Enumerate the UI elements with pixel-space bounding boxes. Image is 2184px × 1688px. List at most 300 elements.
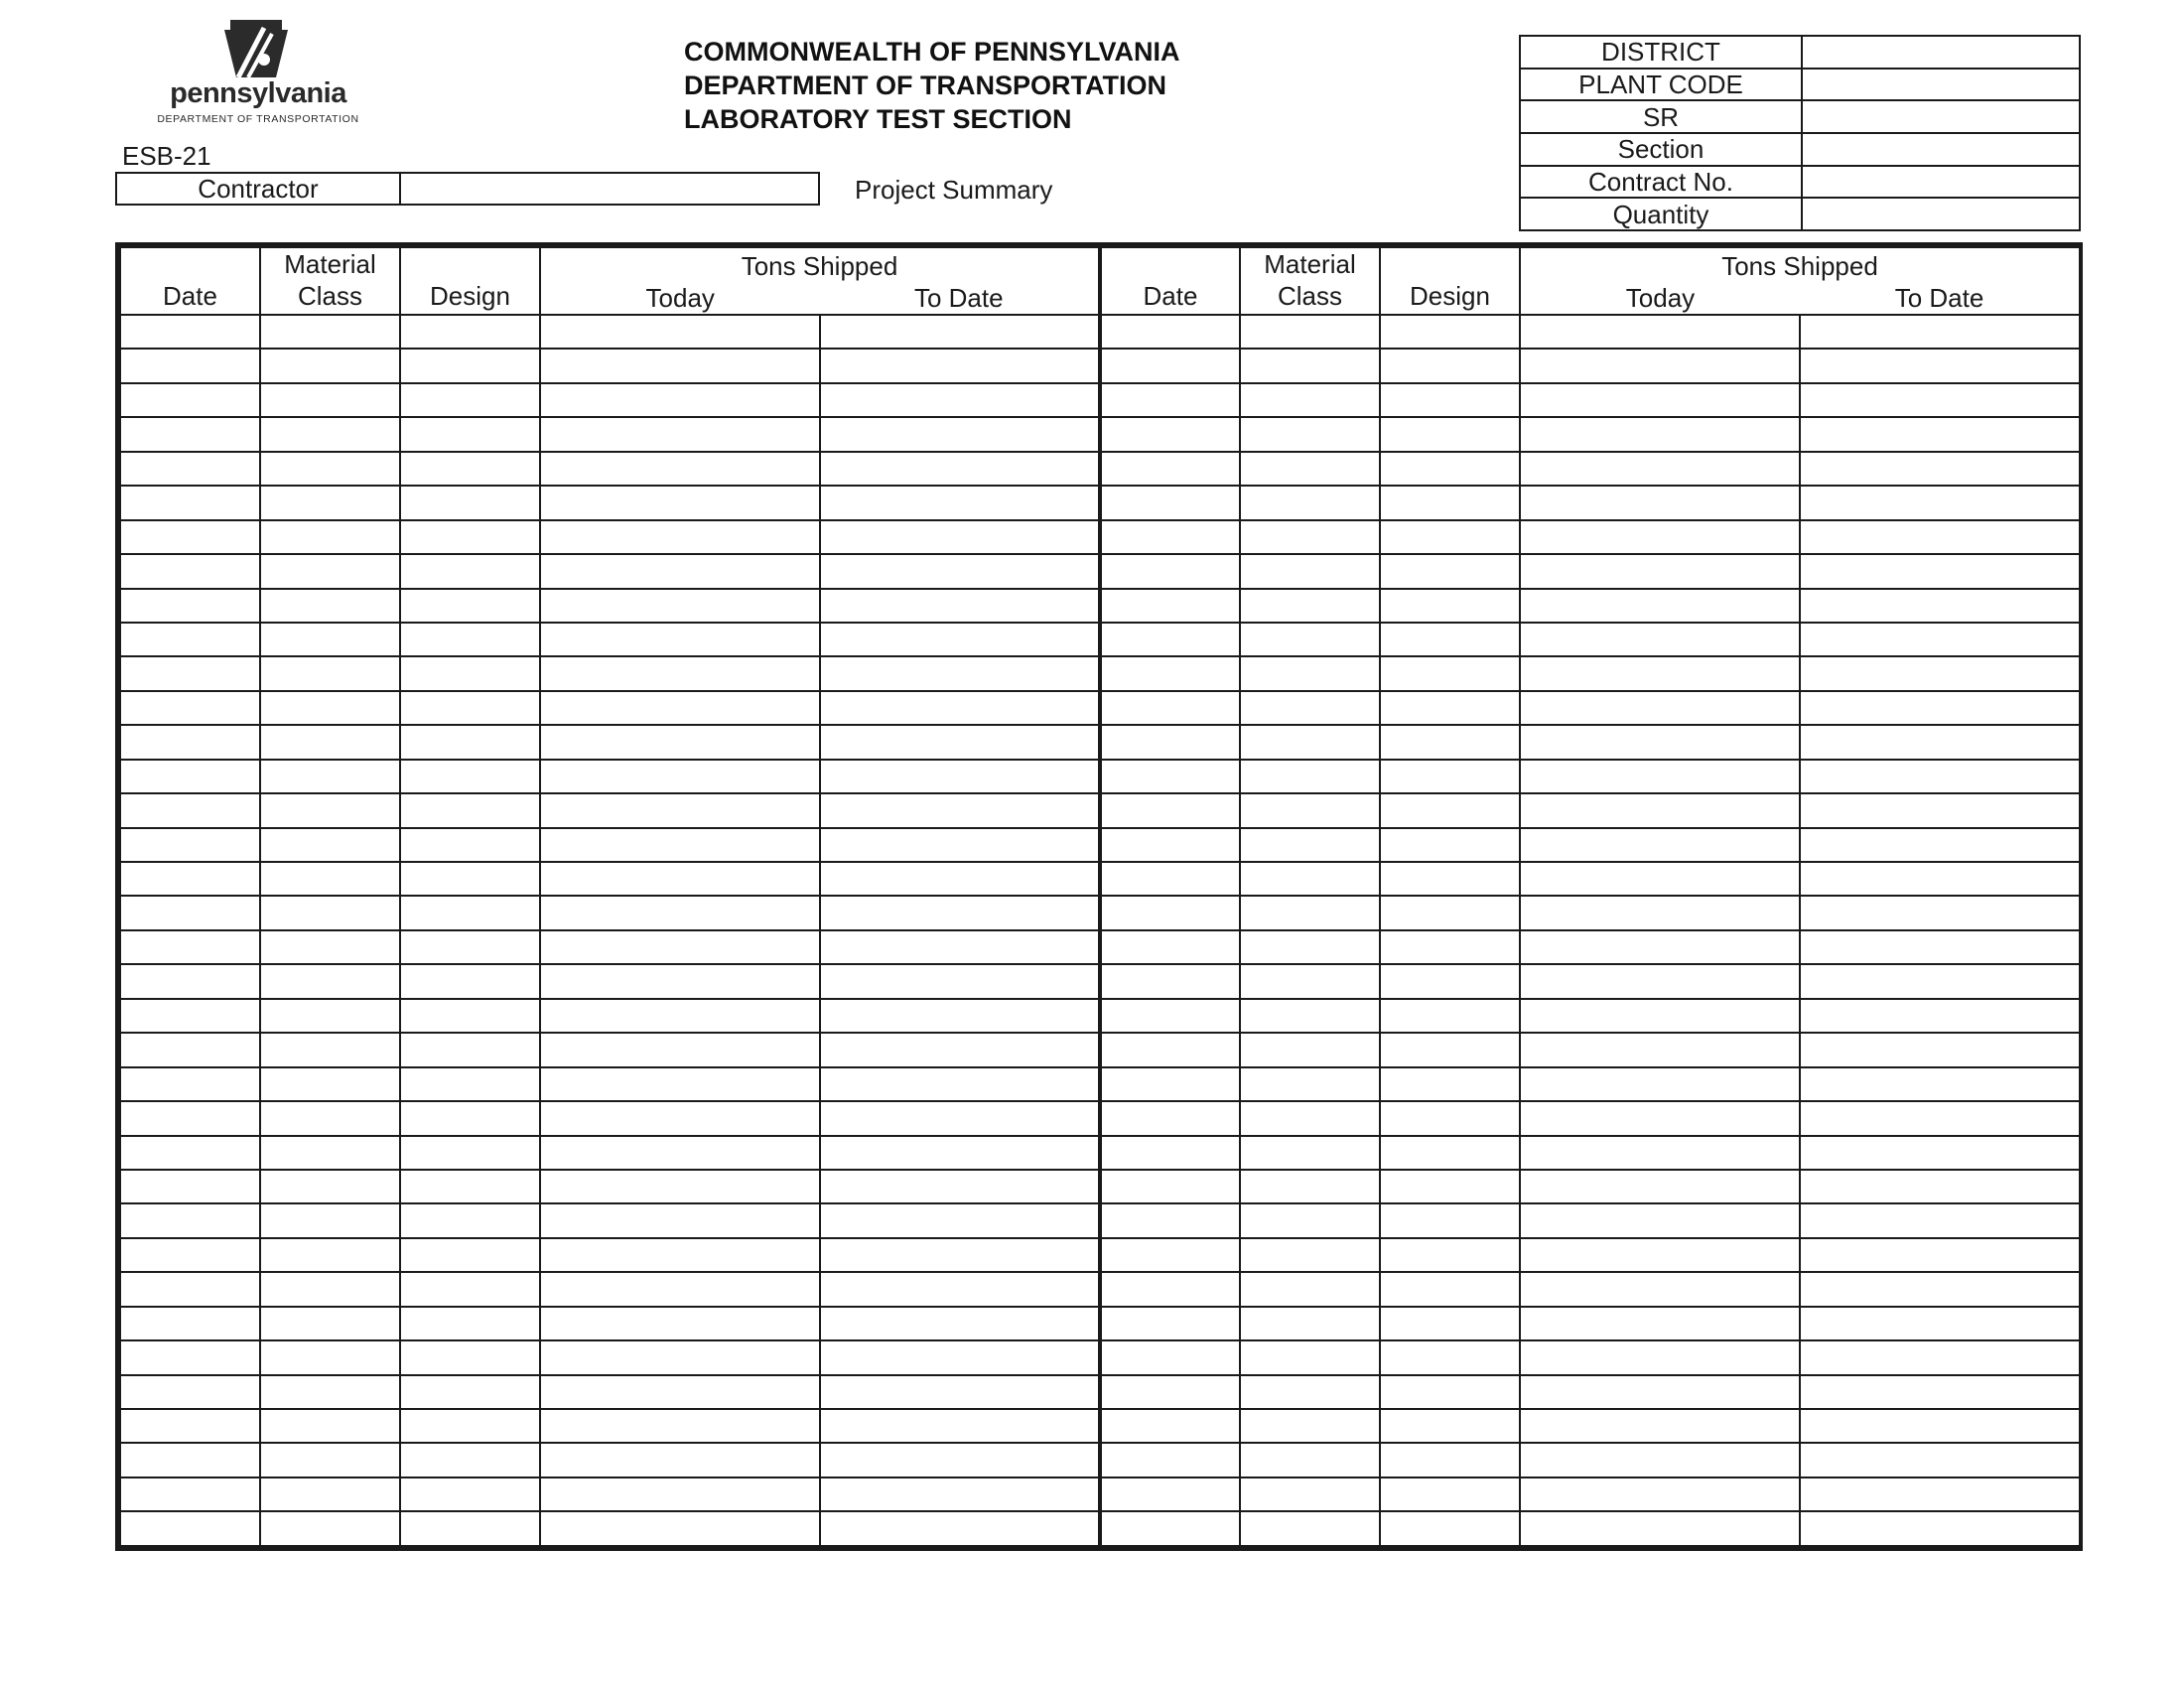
grid-cell[interactable] [820,1136,1100,1170]
grid-cell[interactable] [120,1511,260,1546]
grid-cell[interactable] [260,725,400,759]
grid-cell[interactable] [120,486,260,519]
grid-cell[interactable] [1100,349,1240,382]
grid-cell[interactable] [1520,793,1800,827]
grid-cell[interactable] [1520,1477,1800,1511]
grid-cell[interactable] [1100,725,1240,759]
grid-cell[interactable] [1240,349,1380,382]
grid-cell[interactable] [540,452,820,486]
grid-cell[interactable] [1800,930,2080,964]
grid-cell[interactable] [120,383,260,417]
grid-cell[interactable] [1100,1170,1240,1203]
grid-cell[interactable] [1380,1307,1520,1340]
grid-cell[interactable] [1240,1511,1380,1546]
grid-cell[interactable] [120,691,260,725]
grid-cell[interactable] [1100,1511,1240,1546]
grid-cell[interactable] [820,349,1100,382]
grid-cell[interactable] [1520,520,1800,554]
grid-cell[interactable] [400,793,540,827]
grid-cell[interactable] [1380,1203,1520,1237]
grid-cell[interactable] [1380,964,1520,998]
grid-cell[interactable] [1240,1238,1380,1272]
grid-cell[interactable] [1380,828,1520,862]
grid-cell[interactable] [820,1511,1100,1546]
grid-cell[interactable] [1100,1136,1240,1170]
grid-cell[interactable] [120,589,260,623]
grid-cell[interactable] [260,1307,400,1340]
grid-cell[interactable] [1380,554,1520,588]
grid-cell[interactable] [1520,1033,1800,1066]
grid-cell[interactable] [400,623,540,656]
grid-cell[interactable] [820,1272,1100,1306]
grid-cell[interactable] [1240,1203,1380,1237]
grid-cell[interactable] [1520,1409,1800,1443]
grid-cell[interactable] [400,1067,540,1101]
grid-cell[interactable] [1240,1136,1380,1170]
grid-cell[interactable] [400,452,540,486]
info-value-input[interactable] [1802,69,2080,101]
grid-cell[interactable] [820,1170,1100,1203]
grid-cell[interactable] [1240,1375,1380,1409]
grid-cell[interactable] [1520,623,1800,656]
grid-cell[interactable] [1520,1375,1800,1409]
grid-cell[interactable] [820,315,1100,349]
grid-cell[interactable] [1240,1307,1380,1340]
grid-cell[interactable] [1380,1170,1520,1203]
grid-cell[interactable] [1800,1307,2080,1340]
grid-cell[interactable] [1800,486,2080,519]
grid-cell[interactable] [1240,1409,1380,1443]
grid-cell[interactable] [1240,793,1380,827]
grid-cell[interactable] [400,1409,540,1443]
grid-cell[interactable] [1380,760,1520,793]
grid-cell[interactable] [1100,656,1240,690]
grid-cell[interactable] [820,1033,1100,1066]
grid-cell[interactable] [1380,1067,1520,1101]
grid-cell[interactable] [1520,1136,1800,1170]
grid-cell[interactable] [820,1203,1100,1237]
grid-cell[interactable] [1800,1170,2080,1203]
grid-cell[interactable] [1240,656,1380,690]
grid-cell[interactable] [1800,554,2080,588]
grid-cell[interactable] [1380,725,1520,759]
grid-cell[interactable] [1100,554,1240,588]
grid-cell[interactable] [1240,1067,1380,1101]
grid-cell[interactable] [540,1238,820,1272]
grid-cell[interactable] [400,417,540,451]
grid-cell[interactable] [1240,554,1380,588]
grid-cell[interactable] [1240,1170,1380,1203]
grid-cell[interactable] [260,1033,400,1066]
grid-cell[interactable] [260,417,400,451]
grid-cell[interactable] [540,1067,820,1101]
grid-cell[interactable] [1520,964,1800,998]
grid-cell[interactable] [1100,520,1240,554]
grid-cell[interactable] [540,1307,820,1340]
grid-cell[interactable] [820,862,1100,896]
grid-cell[interactable] [120,554,260,588]
info-value-input[interactable] [1802,198,2080,230]
grid-cell[interactable] [1520,896,1800,929]
grid-cell[interactable] [120,315,260,349]
grid-cell[interactable] [820,1067,1100,1101]
grid-cell[interactable] [400,964,540,998]
grid-cell[interactable] [820,554,1100,588]
grid-cell[interactable] [540,828,820,862]
grid-cell[interactable] [120,1136,260,1170]
grid-cell[interactable] [1240,417,1380,451]
grid-cell[interactable] [120,1307,260,1340]
grid-cell[interactable] [400,896,540,929]
grid-cell[interactable] [260,1203,400,1237]
grid-cell[interactable] [1100,1307,1240,1340]
grid-cell[interactable] [1240,999,1380,1033]
grid-cell[interactable] [1380,930,1520,964]
grid-cell[interactable] [260,383,400,417]
grid-cell[interactable] [540,315,820,349]
grid-cell[interactable] [1240,930,1380,964]
grid-cell[interactable] [400,1443,540,1477]
grid-cell[interactable] [400,691,540,725]
grid-cell[interactable] [540,1477,820,1511]
grid-cell[interactable] [1800,1443,2080,1477]
grid-cell[interactable] [1520,452,1800,486]
grid-cell[interactable] [120,793,260,827]
grid-cell[interactable] [260,999,400,1033]
grid-cell[interactable] [120,1272,260,1306]
grid-cell[interactable] [120,930,260,964]
grid-cell[interactable] [400,1272,540,1306]
grid-cell[interactable] [1800,896,2080,929]
grid-cell[interactable] [1240,1443,1380,1477]
grid-cell[interactable] [1380,896,1520,929]
grid-cell[interactable] [1100,417,1240,451]
grid-cell[interactable] [1800,1033,2080,1066]
grid-cell[interactable] [1380,656,1520,690]
grid-cell[interactable] [260,862,400,896]
grid-cell[interactable] [400,554,540,588]
grid-cell[interactable] [1100,1272,1240,1306]
grid-cell[interactable] [120,896,260,929]
grid-cell[interactable] [120,656,260,690]
grid-cell[interactable] [820,896,1100,929]
grid-cell[interactable] [260,623,400,656]
grid-cell[interactable] [1380,589,1520,623]
grid-cell[interactable] [120,1340,260,1374]
grid-cell[interactable] [820,1375,1100,1409]
grid-cell[interactable] [1380,862,1520,896]
grid-cell[interactable] [1800,1340,2080,1374]
grid-cell[interactable] [260,486,400,519]
grid-cell[interactable] [1380,1101,1520,1135]
grid-cell[interactable] [260,930,400,964]
grid-cell[interactable] [1380,1272,1520,1306]
grid-cell[interactable] [1520,828,1800,862]
grid-cell[interactable] [260,793,400,827]
grid-cell[interactable] [1380,452,1520,486]
grid-cell[interactable] [540,349,820,382]
grid-cell[interactable] [1520,930,1800,964]
grid-cell[interactable] [1520,656,1800,690]
grid-cell[interactable] [820,964,1100,998]
grid-cell[interactable] [1100,315,1240,349]
grid-cell[interactable] [820,999,1100,1033]
grid-cell[interactable] [1100,1340,1240,1374]
grid-cell[interactable] [1800,589,2080,623]
grid-cell[interactable] [1800,1375,2080,1409]
grid-cell[interactable] [820,1443,1100,1477]
grid-cell[interactable] [540,725,820,759]
grid-cell[interactable] [1100,930,1240,964]
grid-cell[interactable] [400,1340,540,1374]
grid-cell[interactable] [1380,486,1520,519]
grid-cell[interactable] [820,520,1100,554]
grid-cell[interactable] [260,1272,400,1306]
grid-cell[interactable] [540,964,820,998]
grid-cell[interactable] [1100,1238,1240,1272]
grid-cell[interactable] [1800,1272,2080,1306]
grid-cell[interactable] [1520,349,1800,382]
grid-cell[interactable] [1800,1203,2080,1237]
grid-cell[interactable] [1380,1136,1520,1170]
grid-cell[interactable] [400,589,540,623]
grid-cell[interactable] [120,623,260,656]
grid-cell[interactable] [820,930,1100,964]
grid-cell[interactable] [540,930,820,964]
grid-cell[interactable] [1380,383,1520,417]
grid-cell[interactable] [400,656,540,690]
grid-cell[interactable] [1800,315,2080,349]
grid-cell[interactable] [260,1067,400,1101]
grid-cell[interactable] [400,1238,540,1272]
grid-cell[interactable] [1240,520,1380,554]
grid-cell[interactable] [260,1238,400,1272]
grid-cell[interactable] [260,1170,400,1203]
grid-cell[interactable] [540,417,820,451]
grid-cell[interactable] [400,1203,540,1237]
grid-cell[interactable] [1100,862,1240,896]
grid-cell[interactable] [1520,691,1800,725]
grid-cell[interactable] [540,383,820,417]
grid-cell[interactable] [1800,862,2080,896]
grid-cell[interactable] [260,1340,400,1374]
grid-cell[interactable] [400,1170,540,1203]
grid-cell[interactable] [120,1238,260,1272]
grid-cell[interactable] [540,623,820,656]
grid-cell[interactable] [1800,383,2080,417]
grid-cell[interactable] [260,554,400,588]
grid-cell[interactable] [1800,417,2080,451]
grid-cell[interactable] [120,725,260,759]
grid-cell[interactable] [400,315,540,349]
grid-cell[interactable] [1100,589,1240,623]
grid-cell[interactable] [1800,760,2080,793]
grid-cell[interactable] [1240,452,1380,486]
grid-cell[interactable] [540,793,820,827]
info-value-input[interactable] [1802,166,2080,199]
info-value-input[interactable] [1802,133,2080,166]
grid-cell[interactable] [120,1409,260,1443]
grid-cell[interactable] [400,1477,540,1511]
grid-cell[interactable] [120,862,260,896]
grid-cell[interactable] [1380,623,1520,656]
grid-cell[interactable] [1520,554,1800,588]
grid-cell[interactable] [1380,1477,1520,1511]
grid-cell[interactable] [1100,964,1240,998]
grid-cell[interactable] [1520,486,1800,519]
grid-cell[interactable] [820,793,1100,827]
grid-cell[interactable] [1800,1511,2080,1546]
grid-cell[interactable] [1800,999,2080,1033]
grid-cell[interactable] [1100,760,1240,793]
grid-cell[interactable] [1520,1307,1800,1340]
grid-cell[interactable] [540,1101,820,1135]
grid-cell[interactable] [120,828,260,862]
grid-cell[interactable] [1520,725,1800,759]
grid-cell[interactable] [400,383,540,417]
grid-cell[interactable] [1240,486,1380,519]
grid-cell[interactable] [820,691,1100,725]
grid-cell[interactable] [120,999,260,1033]
grid-cell[interactable] [1380,417,1520,451]
grid-cell[interactable] [820,383,1100,417]
grid-cell[interactable] [1240,828,1380,862]
grid-cell[interactable] [1800,793,2080,827]
grid-cell[interactable] [1520,315,1800,349]
grid-cell[interactable] [120,760,260,793]
grid-cell[interactable] [260,1375,400,1409]
grid-cell[interactable] [120,1033,260,1066]
grid-cell[interactable] [260,1101,400,1135]
grid-cell[interactable] [820,1101,1100,1135]
grid-cell[interactable] [1520,1272,1800,1306]
grid-cell[interactable] [820,760,1100,793]
grid-cell[interactable] [260,315,400,349]
grid-cell[interactable] [540,999,820,1033]
grid-cell[interactable] [1800,964,2080,998]
grid-cell[interactable] [1100,1033,1240,1066]
grid-cell[interactable] [1100,1443,1240,1477]
grid-cell[interactable] [1520,1340,1800,1374]
grid-cell[interactable] [540,1272,820,1306]
grid-cell[interactable] [1240,1101,1380,1135]
grid-cell[interactable] [1240,1477,1380,1511]
grid-cell[interactable] [820,725,1100,759]
grid-cell[interactable] [1380,349,1520,382]
grid-cell[interactable] [1240,623,1380,656]
grid-cell[interactable] [260,964,400,998]
grid-cell[interactable] [120,1477,260,1511]
grid-cell[interactable] [120,964,260,998]
grid-cell[interactable] [1800,1409,2080,1443]
grid-cell[interactable] [820,1340,1100,1374]
grid-cell[interactable] [1380,793,1520,827]
grid-cell[interactable] [820,828,1100,862]
grid-cell[interactable] [400,1375,540,1409]
grid-cell[interactable] [400,349,540,382]
grid-cell[interactable] [260,828,400,862]
grid-cell[interactable] [820,589,1100,623]
grid-cell[interactable] [540,554,820,588]
grid-cell[interactable] [820,1307,1100,1340]
grid-cell[interactable] [1100,1375,1240,1409]
grid-cell[interactable] [540,1443,820,1477]
grid-cell[interactable] [260,349,400,382]
grid-cell[interactable] [1520,1511,1800,1546]
grid-cell[interactable] [1520,417,1800,451]
grid-cell[interactable] [260,452,400,486]
grid-cell[interactable] [1380,1409,1520,1443]
grid-cell[interactable] [820,656,1100,690]
grid-cell[interactable] [400,760,540,793]
grid-cell[interactable] [120,1067,260,1101]
grid-cell[interactable] [260,1443,400,1477]
grid-cell[interactable] [1800,520,2080,554]
grid-cell[interactable] [120,1203,260,1237]
grid-cell[interactable] [120,520,260,554]
grid-cell[interactable] [1100,486,1240,519]
grid-cell[interactable] [540,1136,820,1170]
grid-cell[interactable] [540,589,820,623]
grid-cell[interactable] [820,486,1100,519]
grid-cell[interactable] [1520,1170,1800,1203]
grid-cell[interactable] [1520,1443,1800,1477]
grid-cell[interactable] [400,1307,540,1340]
grid-cell[interactable] [1800,623,2080,656]
info-value-input[interactable] [1802,100,2080,133]
grid-cell[interactable] [400,828,540,862]
grid-cell[interactable] [400,1101,540,1135]
grid-cell[interactable] [1800,1477,2080,1511]
grid-cell[interactable] [820,623,1100,656]
grid-cell[interactable] [1380,999,1520,1033]
grid-cell[interactable] [1240,1272,1380,1306]
grid-cell[interactable] [1520,1203,1800,1237]
grid-cell[interactable] [400,1511,540,1546]
grid-cell[interactable] [1800,452,2080,486]
grid-cell[interactable] [1240,1340,1380,1374]
grid-cell[interactable] [120,1170,260,1203]
grid-cell[interactable] [1100,1409,1240,1443]
grid-cell[interactable] [400,486,540,519]
grid-cell[interactable] [1380,1511,1520,1546]
grid-cell[interactable] [1100,452,1240,486]
grid-cell[interactable] [540,656,820,690]
grid-cell[interactable] [1800,691,2080,725]
grid-cell[interactable] [1380,1375,1520,1409]
grid-cell[interactable] [1520,760,1800,793]
grid-cell[interactable] [1520,1238,1800,1272]
grid-cell[interactable] [1100,793,1240,827]
grid-cell[interactable] [1800,1101,2080,1135]
grid-cell[interactable] [1800,656,2080,690]
grid-cell[interactable] [400,999,540,1033]
grid-cell[interactable] [1240,589,1380,623]
grid-cell[interactable] [400,520,540,554]
grid-cell[interactable] [120,1375,260,1409]
grid-cell[interactable] [1520,1067,1800,1101]
grid-cell[interactable] [120,417,260,451]
grid-cell[interactable] [1520,999,1800,1033]
grid-cell[interactable] [260,1511,400,1546]
grid-cell[interactable] [260,896,400,929]
grid-cell[interactable] [1380,691,1520,725]
grid-cell[interactable] [1100,896,1240,929]
grid-cell[interactable] [1520,862,1800,896]
grid-cell[interactable] [540,486,820,519]
grid-cell[interactable] [1800,1067,2080,1101]
grid-cell[interactable] [1100,999,1240,1033]
